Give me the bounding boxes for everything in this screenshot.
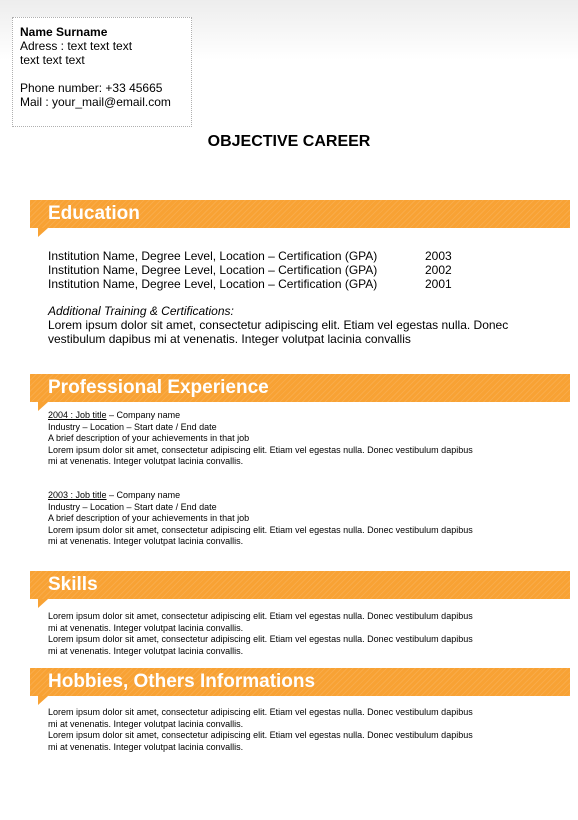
additional-training-label: Additional Training & Certifications: [48,304,234,318]
experience-job-2 [48,490,528,548]
section-heading-education: Education [48,203,140,224]
section-heading-hobbies: Hobbies, Others Informations [48,671,316,692]
skills-section [48,611,528,657]
banner-tail [38,599,48,608]
contact-name: Name Surname [20,25,108,39]
section-heading-experience: Professional Experience [48,377,269,398]
hobbies-section [48,707,528,753]
job-title-line [48,490,528,502]
job-title: 2004 : Job title [48,410,107,420]
education-section [48,249,528,346]
additional-training [48,304,528,346]
education-entry: Institution Name, Degree Level, Location – Certification (GPA) [48,263,378,277]
hobbies-line: mi at venenatis. Integer volutpat lacinia convallis. [48,741,244,752]
education-year: 2002 [425,263,452,277]
skills-line: Lorem ipsum dolor sit amet, consectetur adipiscing elit. Etiam vel egestas nulla. Donec vestibulum dapibus [48,611,473,621]
contact-address-line1: Adress : text text text [20,39,133,53]
section-banner-skills [30,571,570,599]
hobbies-line: Lorem ipsum dolor sit amet, consectetur adipiscing elit. Etiam vel egestas nulla. Donec vestibulum dapibus [48,730,473,740]
job-title-line [48,410,528,422]
experience-job-1 [48,410,528,468]
banner-tail [38,696,48,705]
contact-mail: Mail : your_mail@email.com [20,95,171,109]
banner-tail [38,228,48,237]
education-year: 2003 [425,249,452,263]
education-row [48,277,528,291]
education-year: 2001 [425,277,452,291]
job-lorem: mi at venenatis. Integer volutpat lacinia convallis. [48,536,244,546]
job-meta: Industry – Location – Start date / End date [48,501,217,512]
skills-line: mi at venenatis. Integer volutpat lacinia convallis. [48,622,244,633]
job-lorem: mi at venenatis. Integer volutpat lacinia convallis. [48,456,244,466]
hobbies-line: Lorem ipsum dolor sit amet, consectetur adipiscing elit. Etiam vel egestas nulla. Donec vestibulum dapibus [48,707,473,717]
education-row [48,263,528,277]
section-heading-skills: Skills [48,574,98,595]
section-banner-experience [30,374,570,402]
contact-phone: Phone number: +33 45665 [20,81,163,95]
contact-address-line2: text text text [20,53,85,67]
skills-line: mi at venenatis. Integer volutpat lacinia convallis. [48,645,244,656]
job-company: – Company name [106,410,181,420]
job-title: 2003 : Job title [48,490,107,500]
job-meta: Industry – Location – Start date / End date [48,421,217,432]
job-description: A brief description of your achievements in that job [48,433,250,443]
job-company: – Company name [106,490,181,500]
job-description: A brief description of your achievements in that job [48,513,250,523]
additional-training-line: Lorem ipsum dolor sit amet, consectetur adipiscing elit. Etiam vel egestas nulla. Donec [48,318,509,332]
skills-line: Lorem ipsum dolor sit amet, consectetur adipiscing elit. Etiam vel egestas nulla. Donec vestibulum dapibus [48,634,473,644]
additional-training-line: vestibulum dapibus mi at venenatis. Integer volutpat lacinia convallis [48,332,411,346]
education-entry: Institution Name, Degree Level, Location – Certification (GPA) [48,249,378,263]
contact-box [12,17,192,127]
contact-spacer [20,67,191,81]
education-entry: Institution Name, Degree Level, Location – Certification (GPA) [48,277,378,291]
hobbies-line: mi at venenatis. Integer volutpat lacinia convallis. [48,718,244,729]
job-lorem: Lorem ipsum dolor sit amet, consectetur adipiscing elit. Etiam vel egestas nulla. Donec vestibulum dapibus [48,444,473,455]
banner-tail [38,402,48,411]
section-banner-hobbies [30,668,570,696]
education-row [48,249,528,263]
job-lorem: Lorem ipsum dolor sit amet, consectetur adipiscing elit. Etiam vel egestas nulla. Donec vestibulum dapibus [48,524,473,535]
section-banner-education [30,200,570,228]
objective-title: OBJECTIVE CAREER [207,133,371,150]
